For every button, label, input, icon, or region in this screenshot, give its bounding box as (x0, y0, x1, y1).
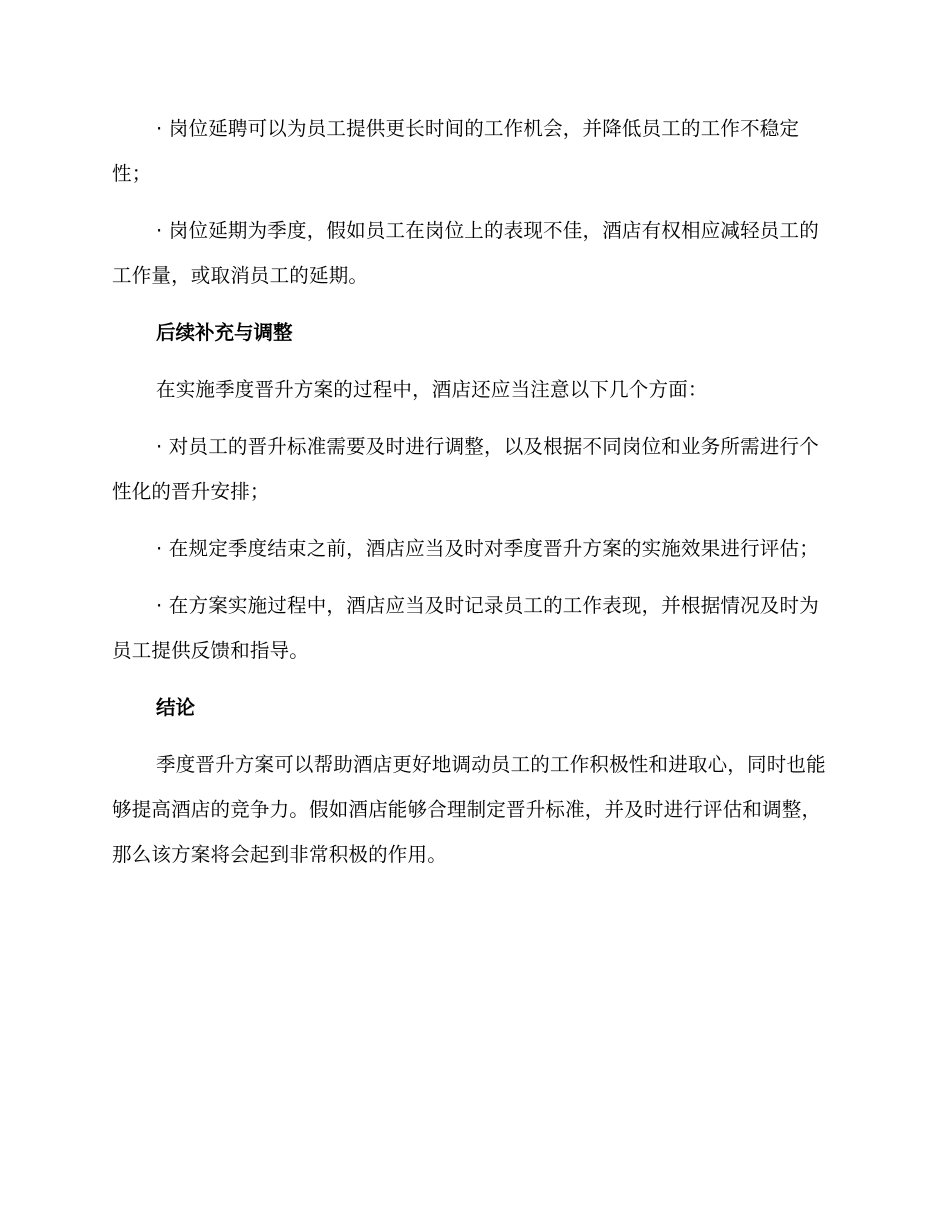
conclusion-paragraph: 季度晋升方案可以帮助酒店更好地调动员工的工作积极性和进取心，同时也能够提高酒店的竞争力。假如酒店能够合理制定晋升标准，并及时进行评估和调整，那么该方案将会起到非常积极的作用。 (112, 753, 826, 866)
section-heading-follow-up: 后续补充与调整 (156, 321, 293, 344)
section-heading-conclusion: 结论 (156, 696, 196, 719)
document-page (112, 106, 830, 889)
bullet-item-extension-benefit: · 岗位延聘可以为员工提供更长时间的工作机会，并降低员工的工作不稳定性； (112, 117, 800, 185)
intro-paragraph: 在实施季度晋升方案的过程中，酒店还应当注意以下几个方面： (156, 378, 708, 401)
bullet-item-adjust-standards: · 对员工的晋升标准需要及时进行调整，以及根据不同岗位和业务所需进行个性化的晋升安排； (112, 435, 819, 503)
bullet-item-record-performance: · 在方案实施过程中，酒店应当及时记录员工的工作表现，并根据情况及时为员工提供反馈和指导。 (112, 594, 819, 662)
bullet-item-extension-period: · 岗位延期为季度，假如员工在岗位上的表现不佳，酒店有权相应减轻员工的工作量，或取消员工的延期。 (112, 219, 819, 287)
bullet-item-evaluate-effect: · 在规定季度结束之前，酒店应当及时对季度晋升方案的实施效果进行评估； (156, 537, 819, 560)
